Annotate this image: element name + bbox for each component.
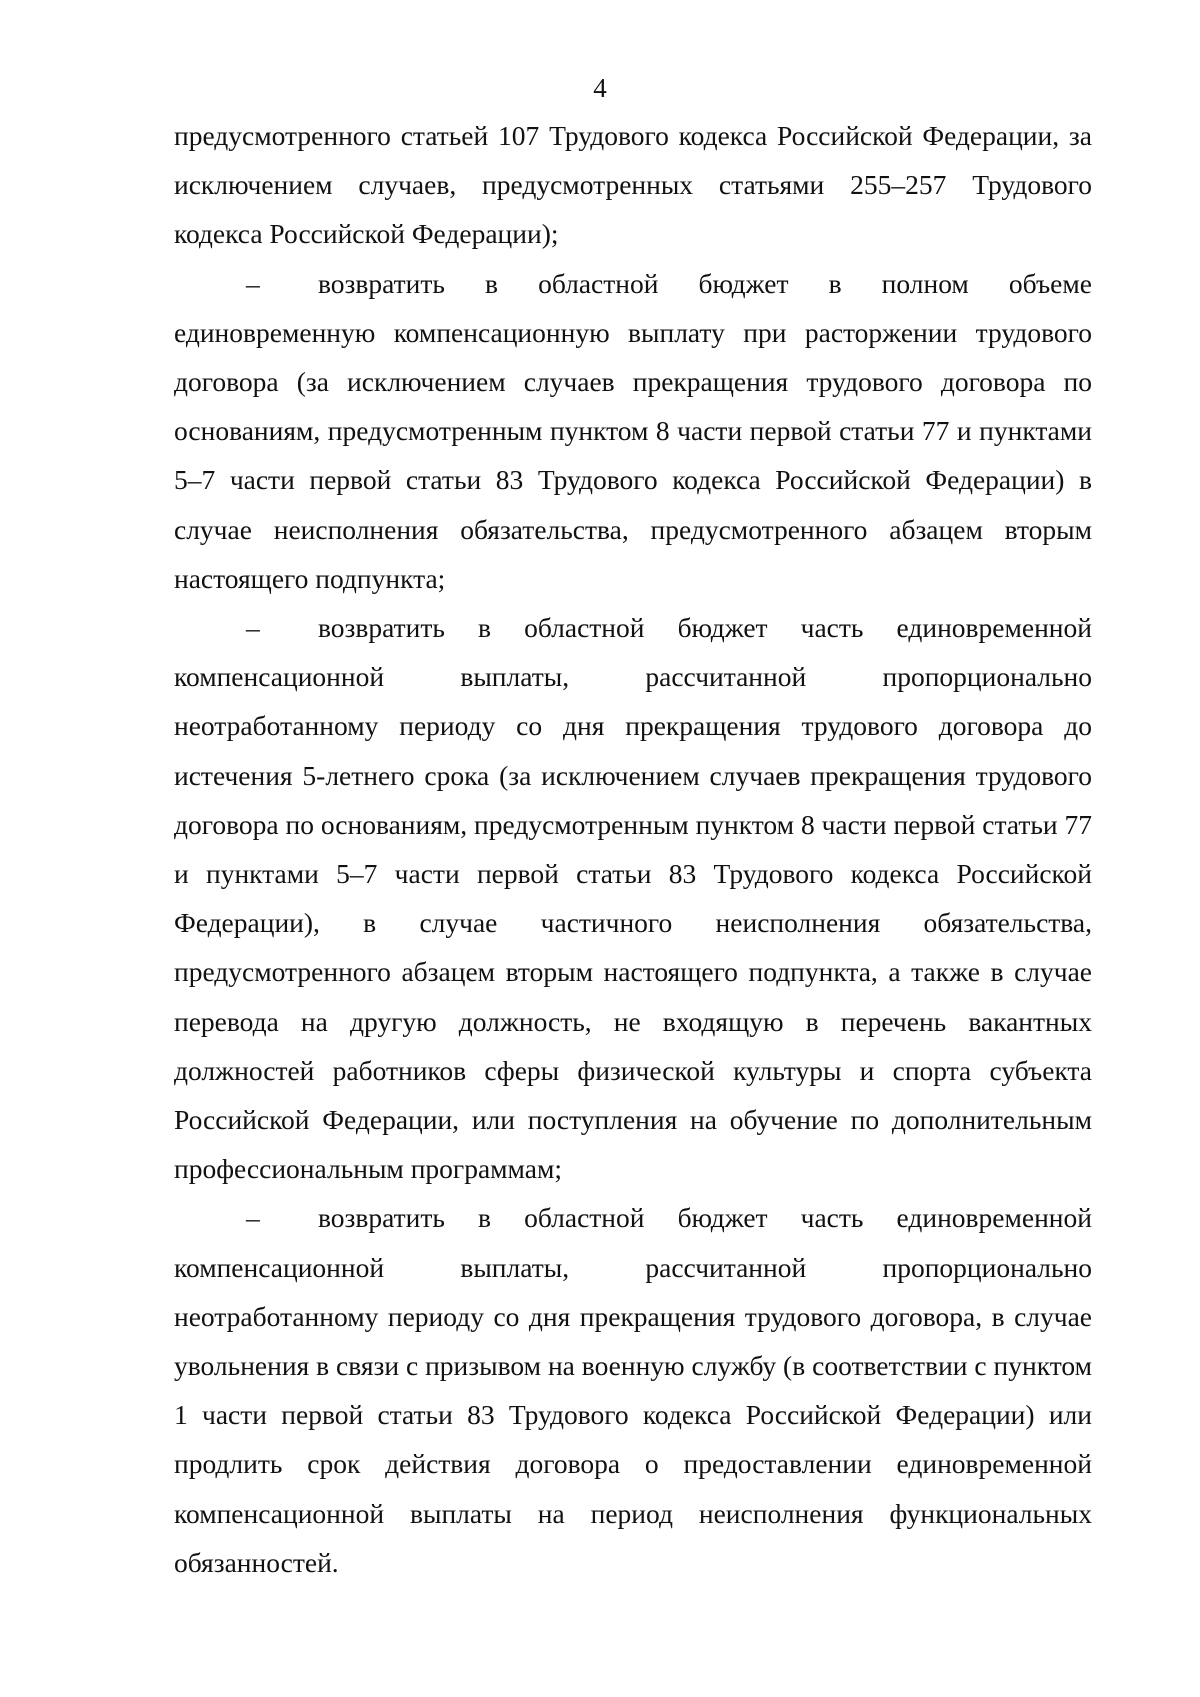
dash-marker: – [246,267,260,299]
paragraph-continuation [174,111,1092,259]
page-number: 4 [593,73,607,103]
dash-marker: – [246,612,260,644]
list-item [174,1193,1092,1587]
list-item [174,603,1092,1193]
paragraph-text: предусмотренного статьей 107 Трудового кодекса Российской Федерации, за исключением случаев, предусмотренных статьями 255–257 Трудового кодекса Российской Федерации); [174,120,1092,250]
paragraph-text: возвратить в областной бюджет часть единовременной компенсационной выплаты, рассчитанной пропорционально неотработанному периоду со дня прекращения трудового договора до истечения 5-летнего срока (за исключением случаев прекращения трудового договора по основаниям, предусмотренным пунктом 8 части первой статьи 77 и пунктами 5–7 части первой статьи 83 Трудового кодекса Российской Федерации), в случае частичного неисполнения обязательства, предусмотренного абзацем вторым настоящего подпункта, а также в случае перевода на другую должность, не входящую в перечень вакантных должностей работников сферы физической культуры и спорта субъекта Российской Федерации, или поступления на обучение по дополнительным профессиональным программам; [174,612,1092,1185]
paragraph-text: возвратить в областной бюджет часть единовременной компенсационной выплаты, рассчитанной пропорционально неотработанному периоду со дня прекращения трудового договора, в случае увольнения в связи с призывом на военную службу (в соответствии с пунктом 1 части первой статьи 83 Трудового кодекса Российской Федерации) или продлить срок действия договора о предоставлении единовременной компенсационной выплаты на период неисполнения функциональных обязанностей. [174,1202,1092,1578]
dash-marker: – [246,1202,260,1234]
paragraph-text: возвратить в областной бюджет в полном объеме единовременную компенсационную выплату при расторжении трудового договора (за исключением случаев прекращения трудового договора по основаниям, предусмотренным пунктом 8 части первой статьи 77 и пунктами 5–7 части первой статьи 83 Трудового кодекса Российской Федерации) в случае неисполнения обязательства, предусмотренного абзацем вторым настоящего подпункта; [174,267,1092,594]
list-item [174,259,1092,603]
document-body [174,111,1092,1587]
